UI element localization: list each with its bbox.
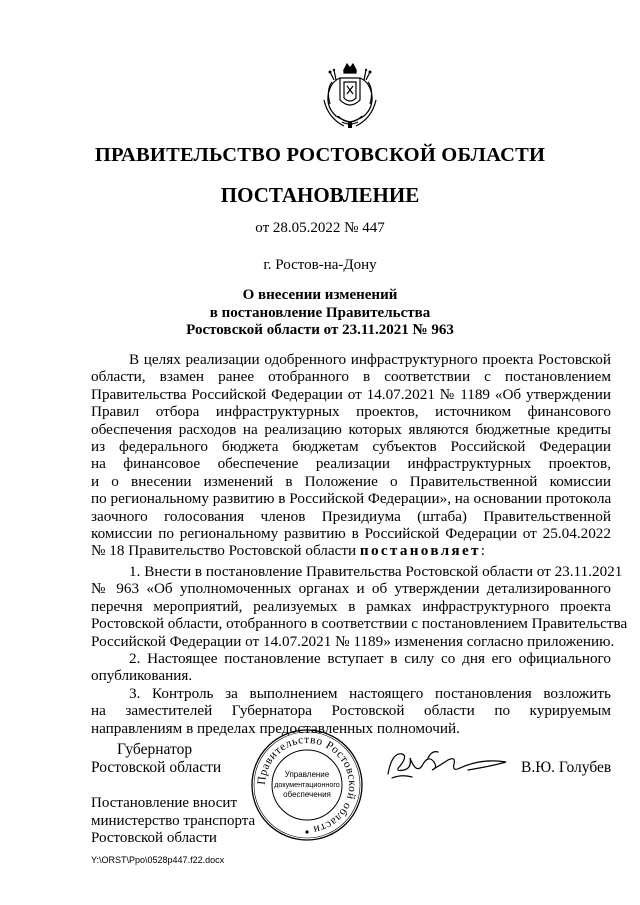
text-line: по региональному развитию в Российской Федерации», на основании протокола xyxy=(91,490,612,508)
subject-line: в постановление Правительства xyxy=(209,304,431,321)
text-line xyxy=(91,542,611,559)
preamble-colon: : xyxy=(480,542,485,560)
text-line: В целях реализации одобренного инфраструктурного проекта Ростовской xyxy=(129,351,611,368)
text-line: 1. Внести в постановление Правительства Ростовской области от 23.11.2021 xyxy=(129,563,623,580)
text-line: 3. Контроль за выполнением настоящего постановления возложить xyxy=(129,685,611,702)
preamble-last-text: № 18 Правительство Ростовской области xyxy=(91,542,360,560)
introduced-by xyxy=(91,795,255,848)
document-type: ПОСТАНОВЛЕНИЕ xyxy=(220,183,420,207)
text-line: и о внесении изменений в Положение о Правительственной комиссии xyxy=(91,472,611,490)
introduced-by-line2: министерство транспорта xyxy=(91,812,256,829)
clause-2 xyxy=(91,650,611,685)
stamp-ring-text: Правительство Ростовской области xyxy=(255,733,359,836)
text-line: Российской Федерации от 14.07.2021 № 1189» изменения согласно приложению. xyxy=(91,632,615,650)
text-line: 2. Настоящее постановление вступает в силу со дня его официального xyxy=(129,650,611,667)
stamp-center-line1: Управление xyxy=(284,770,330,779)
text-line: обеспечения расходов на реализацию которых являются бюджетные кредиты xyxy=(91,420,611,438)
organization-title: ПРАВИТЕЛЬСТВО РОСТОВСКОЙ ОБЛАСТИ xyxy=(94,144,546,166)
text-line: опубликования. xyxy=(91,667,193,685)
handwritten-signature xyxy=(382,744,512,786)
subject-line: Ростовской области от 23.11.2021 № 963 xyxy=(186,322,454,338)
file-path-footer: Y:\ORST\Ppo\0528p447.f22.docx xyxy=(91,855,225,865)
document-date-number: от 28.05.2022 № 447 xyxy=(255,220,385,236)
signer-title-line1: Губернатор xyxy=(117,741,193,758)
text-line: перечня мероприятий, реализуемых в рамках инфраструктурного проекта xyxy=(91,597,611,615)
text-line: направлениям в пределах предоставленных полномочий. xyxy=(91,719,460,737)
text-line: из федерального бюджета бюджетам субъектов Российской Федерации xyxy=(91,438,611,456)
coat-of-arms-icon xyxy=(318,60,382,132)
text-line: комиссии по региональному развитию в Российской Федерации от 25.04.2022 xyxy=(91,525,611,543)
decree-word: постановляет xyxy=(359,542,481,560)
text-line: Правил отбора инфраструктурных проектов, источником финансового xyxy=(91,403,611,421)
official-stamp xyxy=(250,728,364,842)
text-line: Ростовской области, отобранного в соответствии с постановлением Правительства xyxy=(91,615,628,633)
introduced-by-line1: Постановление вносит xyxy=(91,795,238,811)
document-city: г. Ростов-на-Дону xyxy=(263,257,377,273)
signer-name: В.Ю. Голубев xyxy=(521,759,612,776)
subject-line: О внесении изменений xyxy=(242,287,398,303)
text-line: Правительства Российской Федерации от 14.07.2021 № 1189 «Об утверждении xyxy=(91,385,611,403)
stamp-center-line3: обеспечения xyxy=(283,790,331,799)
document-subject xyxy=(0,287,640,340)
text-line: № 963 «Об уполномоченных органах и об утверждении детализированного xyxy=(91,580,611,598)
clause-1 xyxy=(91,563,628,650)
preamble-paragraph xyxy=(91,351,611,560)
text-line: области, взамен ранее отобранного в соответствии с постановлением xyxy=(91,368,611,386)
text-line: заочного голосования членов Президиума (штаба) Правительственной xyxy=(91,507,611,525)
text-line: на заместителей Губернатора Ростовской области по курируемым xyxy=(91,702,611,720)
introduced-by-line3: Ростовской области xyxy=(91,830,217,846)
signer-title-line2: Ростовской области xyxy=(91,759,222,776)
text-line: на финансовое обеспечение реализации инфраструктурных проектов, xyxy=(91,455,611,473)
stamp-center-line2: документационного xyxy=(274,780,340,789)
signer-title xyxy=(91,741,221,777)
